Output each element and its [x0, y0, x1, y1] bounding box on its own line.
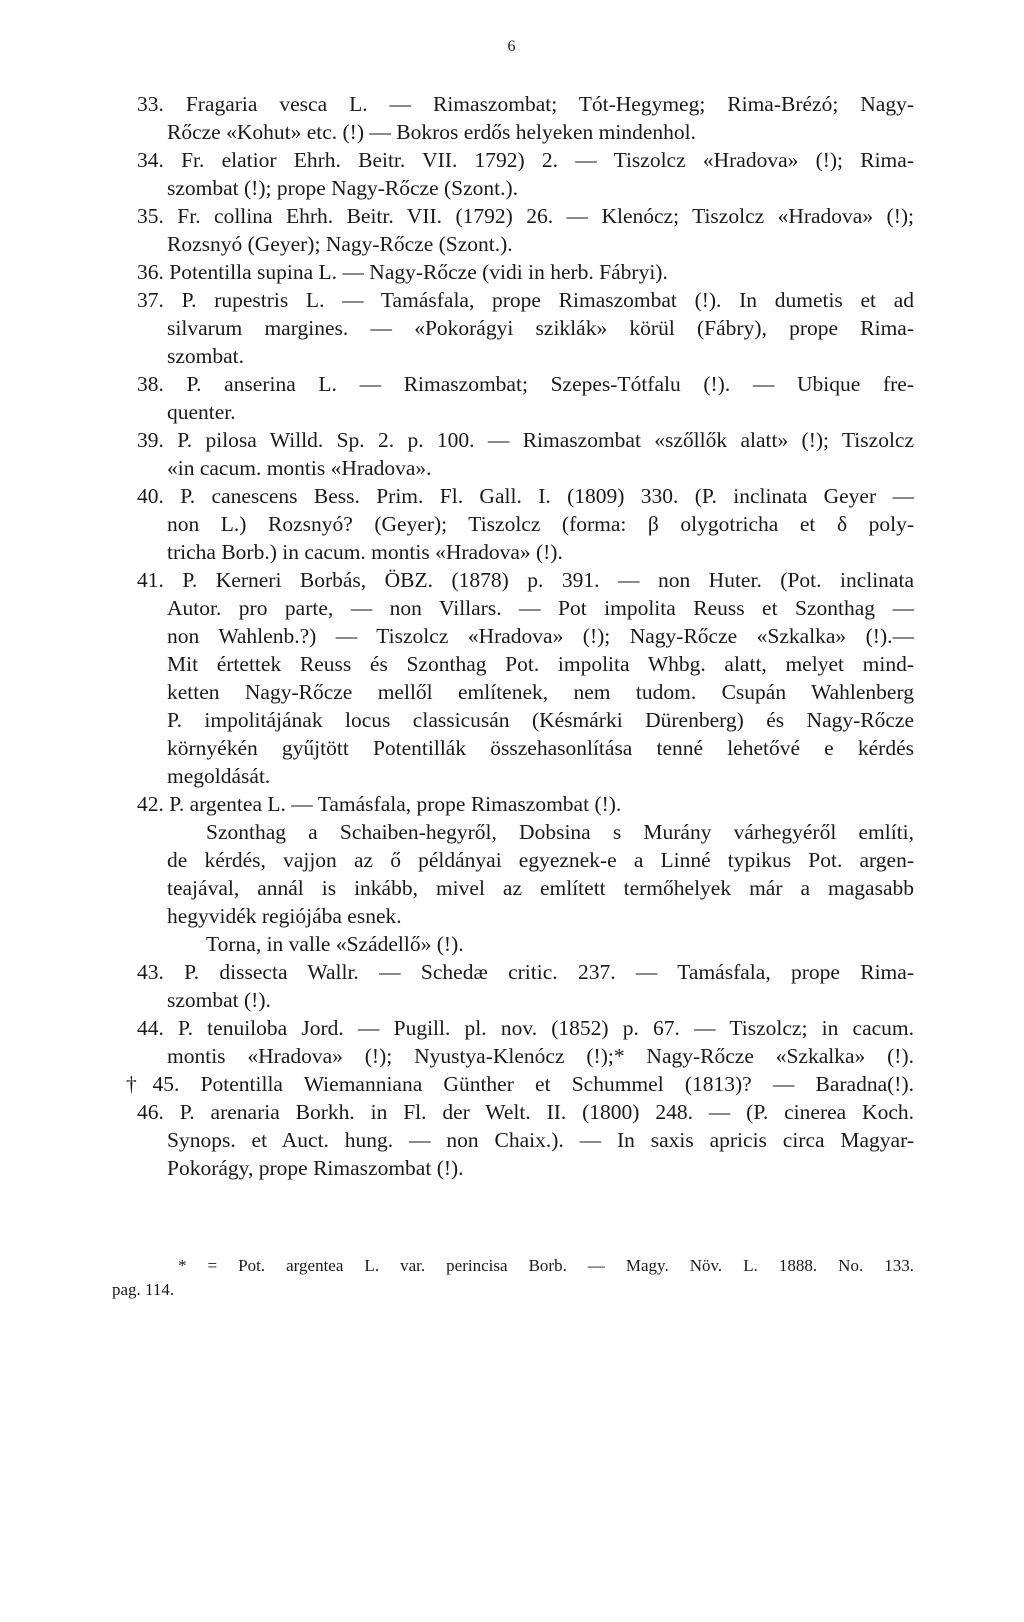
text-line: 42. P. argentea L. — Tamásfala, prope Rimaszombat (!). [137, 792, 622, 816]
text-line: silvarum margines. — «Pokorágyi sziklák» körül (Fábry), prope Rima- [167, 316, 914, 340]
footnote-line: * = Pot. argentea L. var. perincisa Borb. — Magy. Növ. L. 1888. No. 133. [178, 1256, 914, 1275]
text-line: †45. Potentilla Wiemanniana Günther et Schummel (1813)? — Baradna(!). [126, 1072, 914, 1096]
text-line: quenter. [167, 400, 236, 424]
text-line: 34. Fr. elatior Ehrh. Beitr. VII. 1792) 2. — Tiszolcz «Hradova» (!); Rima- [137, 148, 914, 172]
text-line: szombat (!). [167, 988, 271, 1012]
text-line: «in cacum. montis «Hradova». [167, 456, 432, 480]
text-line: montis «Hradova» (!); Nyustya-Klenócz (!);* Nagy-Rőcze «Szkalka» (!). [167, 1044, 914, 1068]
text-line: megoldását. [167, 764, 271, 788]
text-line: teajával, annál is inkább, mivel az említett termőhelyek már a magasabb [167, 876, 914, 900]
text-line: Rőcze «Kohut» etc. (!) — Bokros erdős helyeken mindenhol. [167, 120, 697, 144]
text-line: szombat (!); prope Nagy-Rőcze (Szont.). [167, 176, 519, 200]
text-line: környékén gyűjtött Potentillák összehasonlítása tenné lehetővé e kérdés [167, 736, 914, 760]
text-line: 36. Potentilla supina L. — Nagy-Rőcze (vidi in herb. Fábryi). [137, 260, 668, 284]
text-line: 38. P. anserina L. — Rimaszombat; Szepes-Tótfalu (!). — Ubique fre- [137, 372, 914, 396]
text-line: non Wahlenb.?) — Tiszolcz «Hradova» (!); Nagy-Rőcze «Szkalka» (!).— [167, 624, 914, 648]
text-line: Rozsnyó (Geyer); Nagy-Rőcze (Szont.). [167, 232, 513, 256]
text-line: tricha Borb.) in cacum. montis «Hradova» (!). [167, 540, 563, 564]
text-line: hegyvidék regiójába esnek. [167, 904, 402, 928]
text-line: 43. P. dissecta Wallr. — Schedæ critic. 237. — Tamásfala, prope Rima- [137, 960, 914, 984]
text-line: P. impolitájának locus classicusán (Késmárki Dürenberg) és Nagy-Rőcze [167, 708, 914, 732]
text-line: 39. P. pilosa Willd. Sp. 2. p. 100. — Rimaszombat «szőllők alatt» (!); Tiszolcz [137, 428, 914, 452]
text-line: 37. P. rupestris L. — Tamásfala, prope Rimaszombat (!). In dumetis et ad [137, 288, 914, 312]
text-line: 33. Fragaria vesca L. — Rimaszombat; Tót-Hegymeg; Rima-Brézó; Nagy- [137, 92, 914, 116]
text-line: Pokorágy, prope Rimaszombat (!). [167, 1156, 464, 1180]
text-line: 46. P. arenaria Borkh. in Fl. der Welt. II. (1800) 248. — (P. cinerea Koch. [137, 1100, 914, 1124]
text-line: Szonthag a Schaiben-hegyről, Dobsina s Murány várhegyéről említi, [206, 820, 914, 844]
text-line: 41. P. Kerneri Borbás, ÖBZ. (1878) p. 391. — non Huter. (Pot. inclinata [137, 568, 914, 592]
footnote-line: pag. 114. [112, 1280, 175, 1299]
text-line: szombat. [167, 344, 245, 368]
text-line: Torna, in valle «Szádellő» (!). [206, 932, 464, 956]
text-line: Synops. et Auct. hung. — non Chaix.). — In saxis apricis circa Magyar- [167, 1128, 914, 1152]
page-number: 6 [507, 38, 517, 55]
text-line: non L.) Rozsnyó? (Geyer); Tiszolcz (forma: β olygotricha et δ poly- [167, 512, 914, 536]
text-line: 40. P. canescens Bess. Prim. Fl. Gall. I. (1809) 330. (P. inclinata Geyer — [137, 484, 914, 508]
text-line: 44. P. tenuiloba Jord. — Pugill. pl. nov. (1852) p. 67. — Tiszolcz; in cacum. [137, 1016, 914, 1040]
text-line: de kérdés, vajjon az ő példányai egyeznek-e a Linné typikus Pot. argen- [167, 848, 914, 872]
text-line: 35. Fr. collina Ehrh. Beitr. VII. (1792) 26. — Klenócz; Tiszolcz «Hradova» (!); [137, 204, 914, 228]
text-line: ketten Nagy-Rőcze mellől említenek, nem tudom. Csupán Wahlenberg [167, 680, 914, 704]
text-line: Mit értettek Reuss és Szonthag Pot. impolita Whbg. alatt, melyet mind- [167, 652, 914, 676]
text-line: Autor. pro parte, — non Villars. — Pot impolita Reuss et Szonthag — [167, 596, 914, 620]
